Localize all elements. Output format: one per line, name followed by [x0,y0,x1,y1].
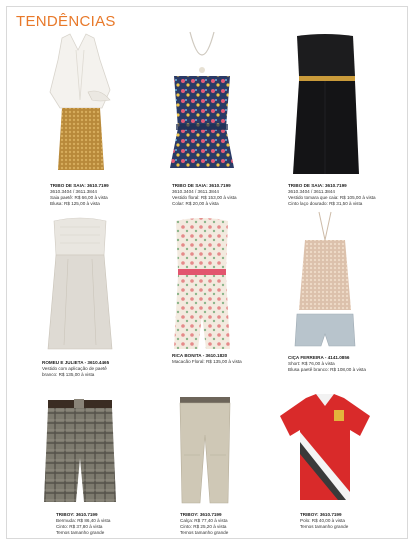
product-caption-3: TRIBO DE SAIA: 3610.7199 3610.3404 / 3611.3844 Vestido tomara que caia: R$ 105,00 à vista Cinto laço dourado: R$ 31,50 à vista [288,183,376,206]
product-image-white-dress [40,215,120,355]
product-image-red-polo [276,392,374,504]
product-image-floral-romper [162,215,242,355]
product-image-black-dress [285,32,365,180]
product-image-floral-dress [160,28,244,178]
product-image-plaid-shorts [40,398,120,508]
product-caption-2: TRIBO DE SAIA: 3610.7199 3610.3404 / 3611.3844 Vestido floral: R$ 153,00 à vista Colar: R$ 20,00 à vista [172,183,237,206]
product-image-sequin-top-shorts [285,210,365,350]
product-image-blouse-sequin-skirt [40,30,120,180]
product-caption-7: TRIBOY: 3610.7199 Bermuda: R$ 86,40 à vista Cinto: R$ 37,80 à vista Temos tamanho grande [56,512,111,535]
product-caption-6: CIÇA FERREIRA - 4141.0856 Short: R$ 76,00 à vista Blusa paetê branco: R$ 108,00 à vista [288,355,366,372]
product-image-khaki-pants [170,395,240,507]
product-caption-5: RICA BONITA - 3610.1820 Macacão Floral: R$ 135,00 à vista [172,353,242,364]
product-caption-1: TRIBO DE SAIA: 3610.7199 3610.3404 / 3611.3844 Saia paetê: R$ 66,00 à vista Blusa: R$ 125,00 à vista [50,183,109,206]
product-caption-8: TRIBOY: 3610.7199 Calça: R$ 77,40 à vista Cinto: R$ 25,20 à vista Temos tamanho grande [180,512,229,535]
product-caption-9: TRIBOY: 3610.7199 Polo: R$ 40,00 à vista Temos tamanho grande [300,512,349,529]
product-caption-4: ROMEU E JULIETA - 3610.4465 Vestido com aplicação de paetê branco: R$ 135,00 à vista [42,360,110,377]
page-title: TENDÊNCIAS [16,13,116,30]
